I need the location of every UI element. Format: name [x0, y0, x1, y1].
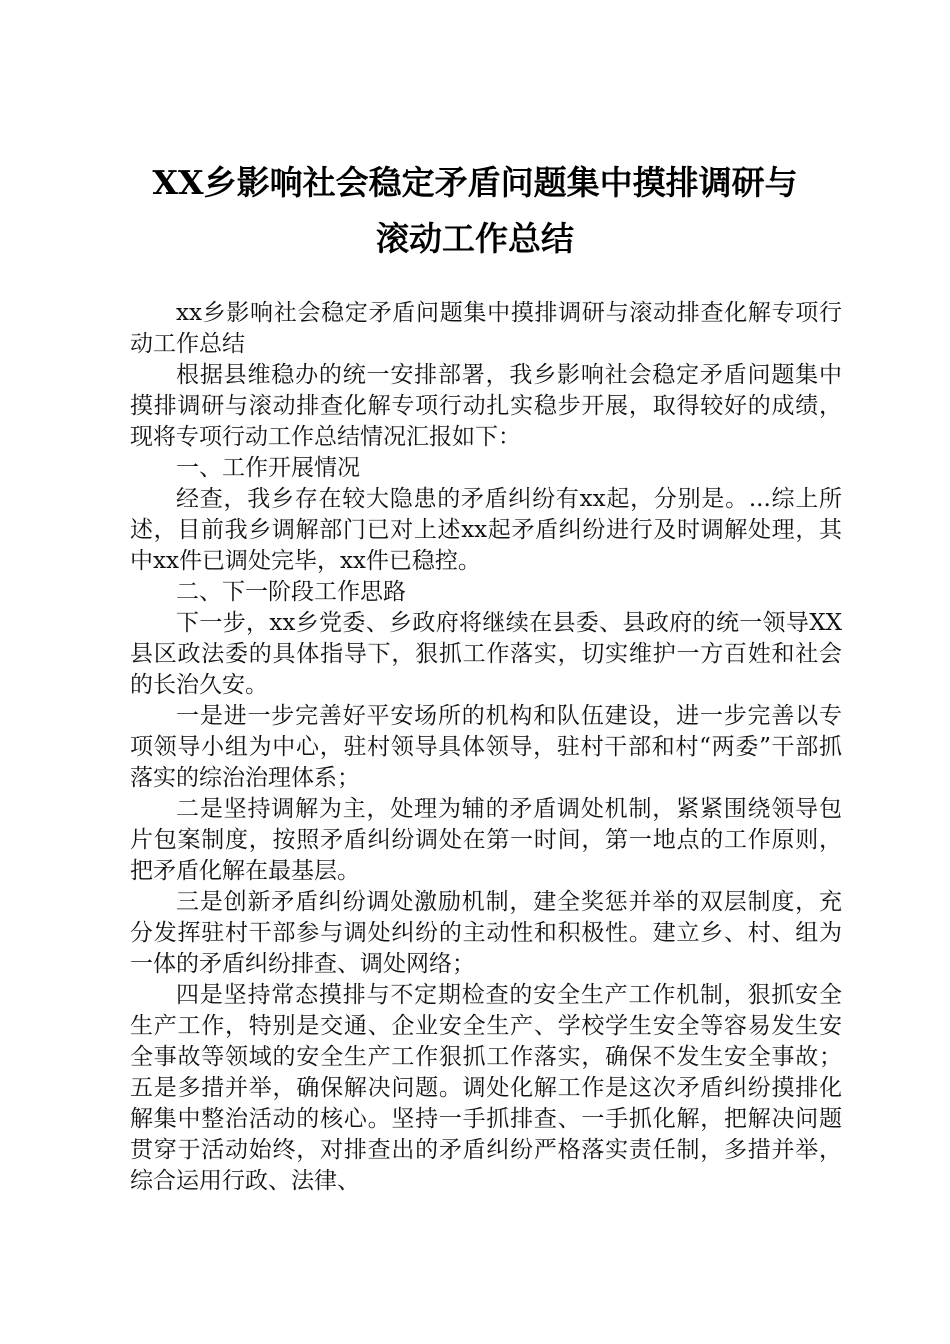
paragraph-intro-title: xx乡影响社会稳定矛盾问题集中摸排调研与滚动排查化解专项行动工作总结 [130, 300, 842, 357]
paragraph-findings: 经查，我乡存在较大隐患的矛盾纠纷有xx起，分别是。...综上所述，目前我乡调解部门已对上述xx起矛盾纠纷进行及时调解处理，其中xx件已调处完毕，xx件已稳控。 [130, 486, 842, 574]
section-heading-1: 一、工作开展情况 [176, 455, 360, 481]
document-body [130, 298, 842, 1197]
section-heading-2: 二、下一阶段工作思路 [176, 579, 406, 605]
document-title-line-2: 滚动工作总结 [376, 219, 574, 258]
paragraph-point-1: 一是进一步完善好平安场所的机构和队伍建设，进一步完善以专项领导小组为中心，驻村领导具体领导，驻村干部和村“两委”干部抓落实的综治治理体系； [130, 703, 842, 791]
paragraph-background: 根据县维稳办的统一安排部署，我乡影响社会稳定矛盾问题集中摸排调研与滚动排查化解专项行动扎实稳步开展，取得较好的成绩，现将专项行动工作总结情况汇报如下： [130, 362, 842, 450]
document-title-line-1: XX乡影响社会稳定矛盾问题集中摸排调研与 [152, 163, 798, 202]
paragraph-point-4: 四是坚持常态摸排与不定期检查的安全生产工作机制，狠抓安全生产工作，特别是交通、企业安全生产、学校学生安全等容易发生安全事故等领域的安全生产工作狠抓工作落实，确保不发生安全事故；五是多措并举，确保解决问题。调处化解工作是这次矛盾纠纷摸排化解集中整治活动的核心。坚持一手抓排查、一手抓化解，把解决问题贯穿于活动始终，对排查出的矛盾纠纷严格落实责任制，多措并举，综合运用行政、法律、 [130, 982, 842, 1194]
paragraph-point-2: 二是坚持调解为主，处理为辅的矛盾调处机制，紧紧围绕领导包片包案制度，按照矛盾纠纷调处在第一时间，第一地点的工作原则，把矛盾化解在最基层。 [130, 796, 842, 884]
paragraph-next-steps: 下一步，xx乡党委、乡政府将继续在县委、县政府的统一领导XX县区政法委的具体指导下，狠抓工作落实，切实维护一方百姓和社会的长治久安。 [130, 610, 842, 698]
paragraph-point-3: 三是创新矛盾纠纷调处激励机制，建全奖惩并举的双层制度，充分发挥驻村干部参与调处纠纷的主动性和积极性。建立乡、村、组为一体的矛盾纠纷排查、调处网络； [130, 889, 842, 977]
